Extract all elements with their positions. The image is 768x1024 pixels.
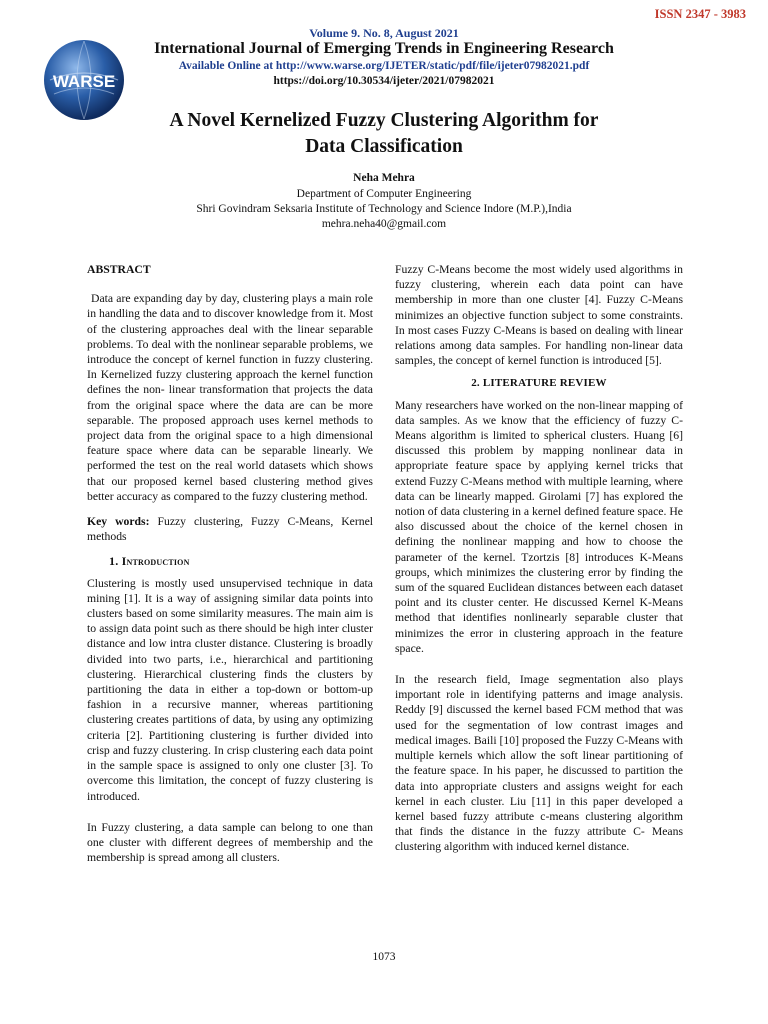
intro-heading: 1. Introduction — [109, 554, 190, 569]
author-institute: Shri Govindram Seksaria Institute of Technology and Science Indore (M.P.),India — [196, 203, 572, 215]
logo-text: WARSE — [52, 72, 116, 91]
right-column — [395, 262, 683, 865]
title-line-1: A Novel Kernelized Fuzzy Clustering Algorithm for — [169, 110, 599, 131]
title-line-2: Data Classification — [305, 136, 463, 157]
issn-label: ISSN 2347 - 3983 — [654, 7, 746, 21]
intro-paragraph-2: In Fuzzy clustering, a data sample can belong to one than one cluster with different degrees of membership and the membership is spread among all clusters. — [87, 820, 373, 865]
author-department: Department of Computer Engineering — [296, 188, 472, 200]
keywords — [87, 514, 373, 544]
literature-heading: 2. LITERATURE REVIEW — [471, 377, 607, 390]
paper-title — [0, 108, 768, 160]
left-column — [87, 262, 373, 875]
doi-link[interactable]: https://doi.org/10.30534/ijeter/2021/07982021 — [273, 75, 495, 87]
author-name: Neha Mehra — [353, 172, 415, 184]
literature-paragraph-1: Many researchers have worked on the non-linear mapping of data samples. As we know that the efficiency of fuzzy C- Means algorithm is limited to spherical clusters. Huang [6] discussed this problem by mapping nonlinear data in appropriate feature space by applying kernel tricks that extend Fuzzy C-Means method with multiple learning, where data can be linearly mapped. Girolami [7] has explored the notion of data clustering in a kernel defined feature space. He also discussed about the choice of the kernel chosen in defining the nonlinear mapping and how to choose the parameter of the kernel. Tzortzis [8] introduces K-Means groups, which minimizes the clustering error by finding the sum of the squared Euclidean distances between each dataset point and its cluster center. He discussed Kernel K-Means method that identifies nonlinearly separable cluster that minimizes the error in clustering approach in the feature space. — [395, 398, 683, 655]
intro-paragraph-1: Clustering is mostly used unsupervised technique in data mining [1]. It is a way of assigning similar data points into clusters based on some similarity measures. The main aim is to assign data point such as there should be high inter cluster distance and low intra cluster distance. Clustering is broadly divided into two parts, i.e., hierarchical and partitioning clustering. Hierarchical clustering finds the clusters by partitioning the data in either a top-down or bottom-up fashion in a recursive manner, whereas partitioning clustering creates partitions of data, by using any optimizing criteria [2]. Partitioning clustering is further divided into crisp and fuzzy clustering. In crisp clustering each data point in the sample space is assigned to only one cluster [3]. To overcome this limitation, the concept of fuzzy clustering is introduced. — [87, 576, 373, 803]
abstract-heading: ABSTRACT — [87, 263, 151, 276]
literature-paragraph-2: In the research field, Image segmentation also plays important role in identifying patterns and image analysis. Reddy [9] discussed the kernel based FCM method that was used for the segmentation of low contrast images and medical images. Baili [10] proposed the Fuzzy C-Means with multiple kernels which allow the soft linear partitioning of the feature space. In his paper, he discussed to partition the data into appropriate clusters and assigns weight for each kernel in each cluster. Liu [11] in this paper developed a kernel based fuzzy attribute c-means clustering algorithm that finds the distance in the fuzzy attribute C- Means clustering algorithm with induced kernel distance. — [395, 673, 683, 854]
journal-name: International Journal of Emerging Trends in Engineering Research — [154, 40, 614, 57]
keywords-label: Key words: — [87, 515, 150, 529]
volume-info: Volume 9. No. 8, August 2021 — [309, 26, 459, 40]
keywords-text: Fuzzy clustering, Fuzzy C-Means, Kernel methods — [87, 515, 374, 544]
intro-paragraph-3: Fuzzy C-Means become the most widely used algorithms in fuzzy clustering, wherein each data point can have membership in more than one cluster [4]. Fuzzy C-Means minimizes an objective function subject to some constraints. In most cases Fuzzy C-Means is based on dealing with linear relations among data samples. For handling non-linear data samples, the concept of kernel function is introduced [5]. — [395, 263, 683, 368]
author-email[interactable]: mehra.neha40@gmail.com — [321, 218, 447, 230]
available-online-link[interactable]: Available Online at http://www.warse.org/IJETER/static/pdf/file/ijeter07982021.pdf — [178, 60, 590, 72]
abstract-text: Data are expanding day by day, clustering plays a main role in handling the data and to discover knowledge from it. Most of the clustering approaches deal with the linear separable problems. To deal with the nonlinear separable problems, we introduce the concept of kernel function in fuzzy clustering. In Kernelized fuzzy clustering approach the kernel function defines the non- linear transformation that projects the data from the original space where the data are can be more separable. The proposed approach uses kernel methods to project data from the original space to a high dimensional feature space where data can be separable linearly. We performed the test on the real world datasets which shows that our proposed kernel based clustering method gives better accuracy as compared to the fuzzy clustering method. — [87, 292, 373, 503]
page-number: 1073 — [372, 951, 396, 963]
